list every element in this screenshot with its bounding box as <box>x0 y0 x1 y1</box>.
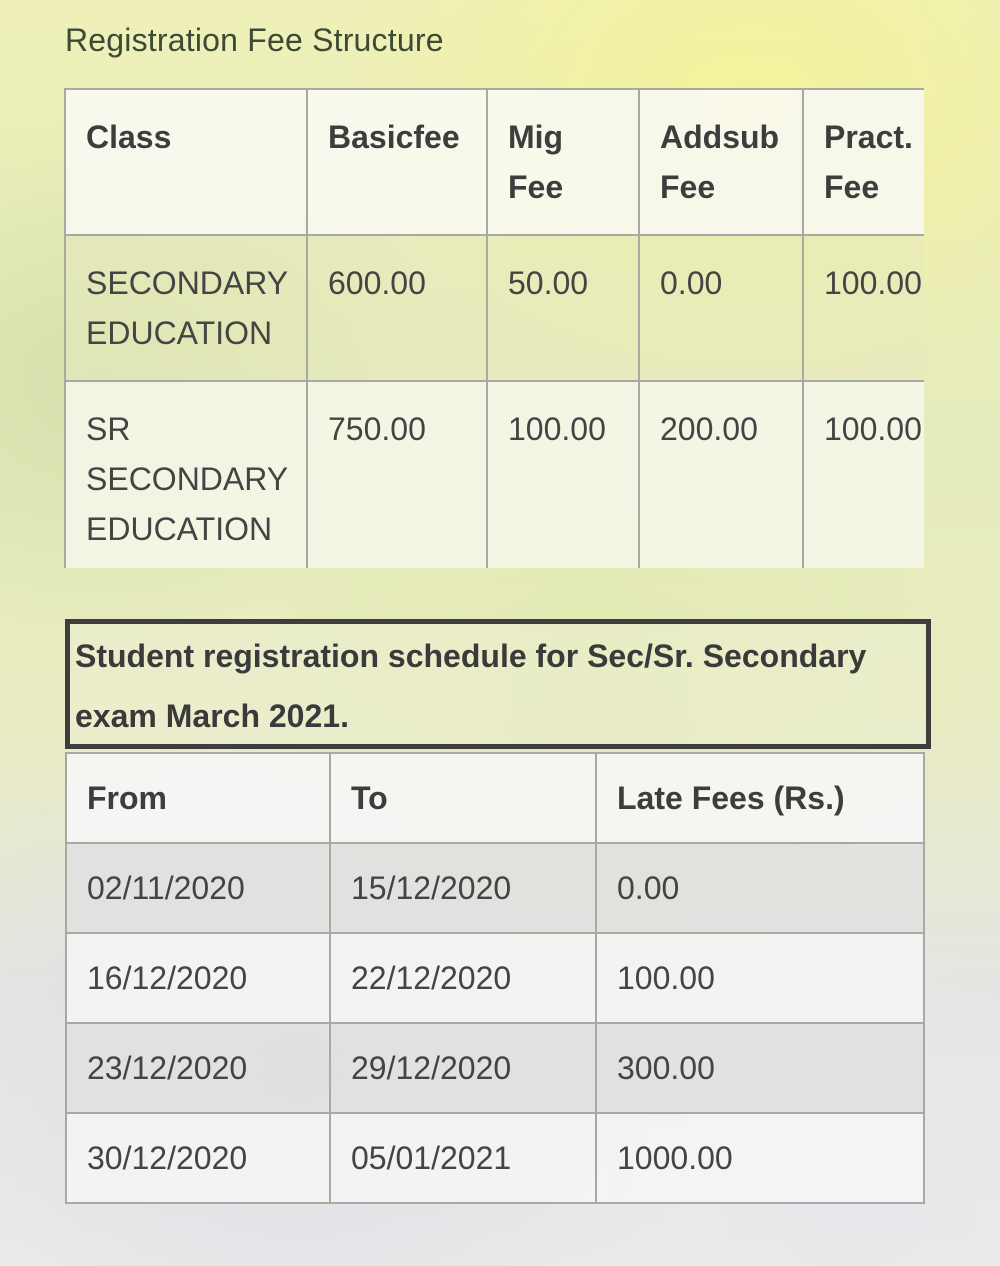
header-basicfee: Basicfee <box>307 89 487 235</box>
cell-mig-fee: 50.00 <box>487 235 639 381</box>
page-title: Registration Fee Structure <box>65 22 444 58</box>
header-addsub-fee: Addsub Fee <box>639 89 803 235</box>
cell-to: 29/12/2020 <box>330 1023 596 1113</box>
cell-from: 16/12/2020 <box>66 933 330 1023</box>
table-row <box>66 843 924 933</box>
table-row <box>66 1023 924 1113</box>
header-class: Class <box>65 89 307 235</box>
cell-late-fee: 1000.00 <box>596 1113 924 1203</box>
cell-class: SR SECONDARY EDUCATION <box>65 381 307 568</box>
cell-pract-fee: 100.00 <box>803 381 924 568</box>
fee-table-container[interactable] <box>64 88 924 568</box>
header-pract-fee: Pract. Fee <box>803 89 924 235</box>
cell-late-fee: 300.00 <box>596 1023 924 1113</box>
cell-to: 22/12/2020 <box>330 933 596 1023</box>
cell-basicfee: 600.00 <box>307 235 487 381</box>
cell-mig-fee: 100.00 <box>487 381 639 568</box>
cell-late-fee: 100.00 <box>596 933 924 1023</box>
registration-schedule-table <box>65 752 925 1204</box>
cell-class: SECONDARY EDUCATION <box>65 235 307 381</box>
header-to: To <box>330 753 596 843</box>
cell-basicfee: 750.00 <box>307 381 487 568</box>
header-mig-fee: Mig Fee <box>487 89 639 235</box>
schedule-heading: Student registration schedule for Sec/Sr. Secondary exam March 2021. <box>75 638 867 734</box>
cell-from: 30/12/2020 <box>66 1113 330 1203</box>
table-header-row <box>65 89 924 235</box>
header-from: From <box>66 753 330 843</box>
header-late-fees: Late Fees (Rs.) <box>596 753 924 843</box>
cell-to: 15/12/2020 <box>330 843 596 933</box>
fee-structure-table <box>64 88 924 568</box>
cell-addsub-fee: 200.00 <box>639 381 803 568</box>
cell-pract-fee: 100.00 <box>803 235 924 381</box>
cell-late-fee: 0.00 <box>596 843 924 933</box>
table-row <box>66 933 924 1023</box>
table-row <box>65 381 924 568</box>
cell-to: 05/01/2021 <box>330 1113 596 1203</box>
cell-from: 23/12/2020 <box>66 1023 330 1113</box>
cell-from: 02/11/2020 <box>66 843 330 933</box>
cell-addsub-fee: 0.00 <box>639 235 803 381</box>
schedule-heading-box <box>65 619 931 749</box>
table-header-row <box>66 753 924 843</box>
table-row <box>66 1113 924 1203</box>
table-row <box>65 235 924 381</box>
